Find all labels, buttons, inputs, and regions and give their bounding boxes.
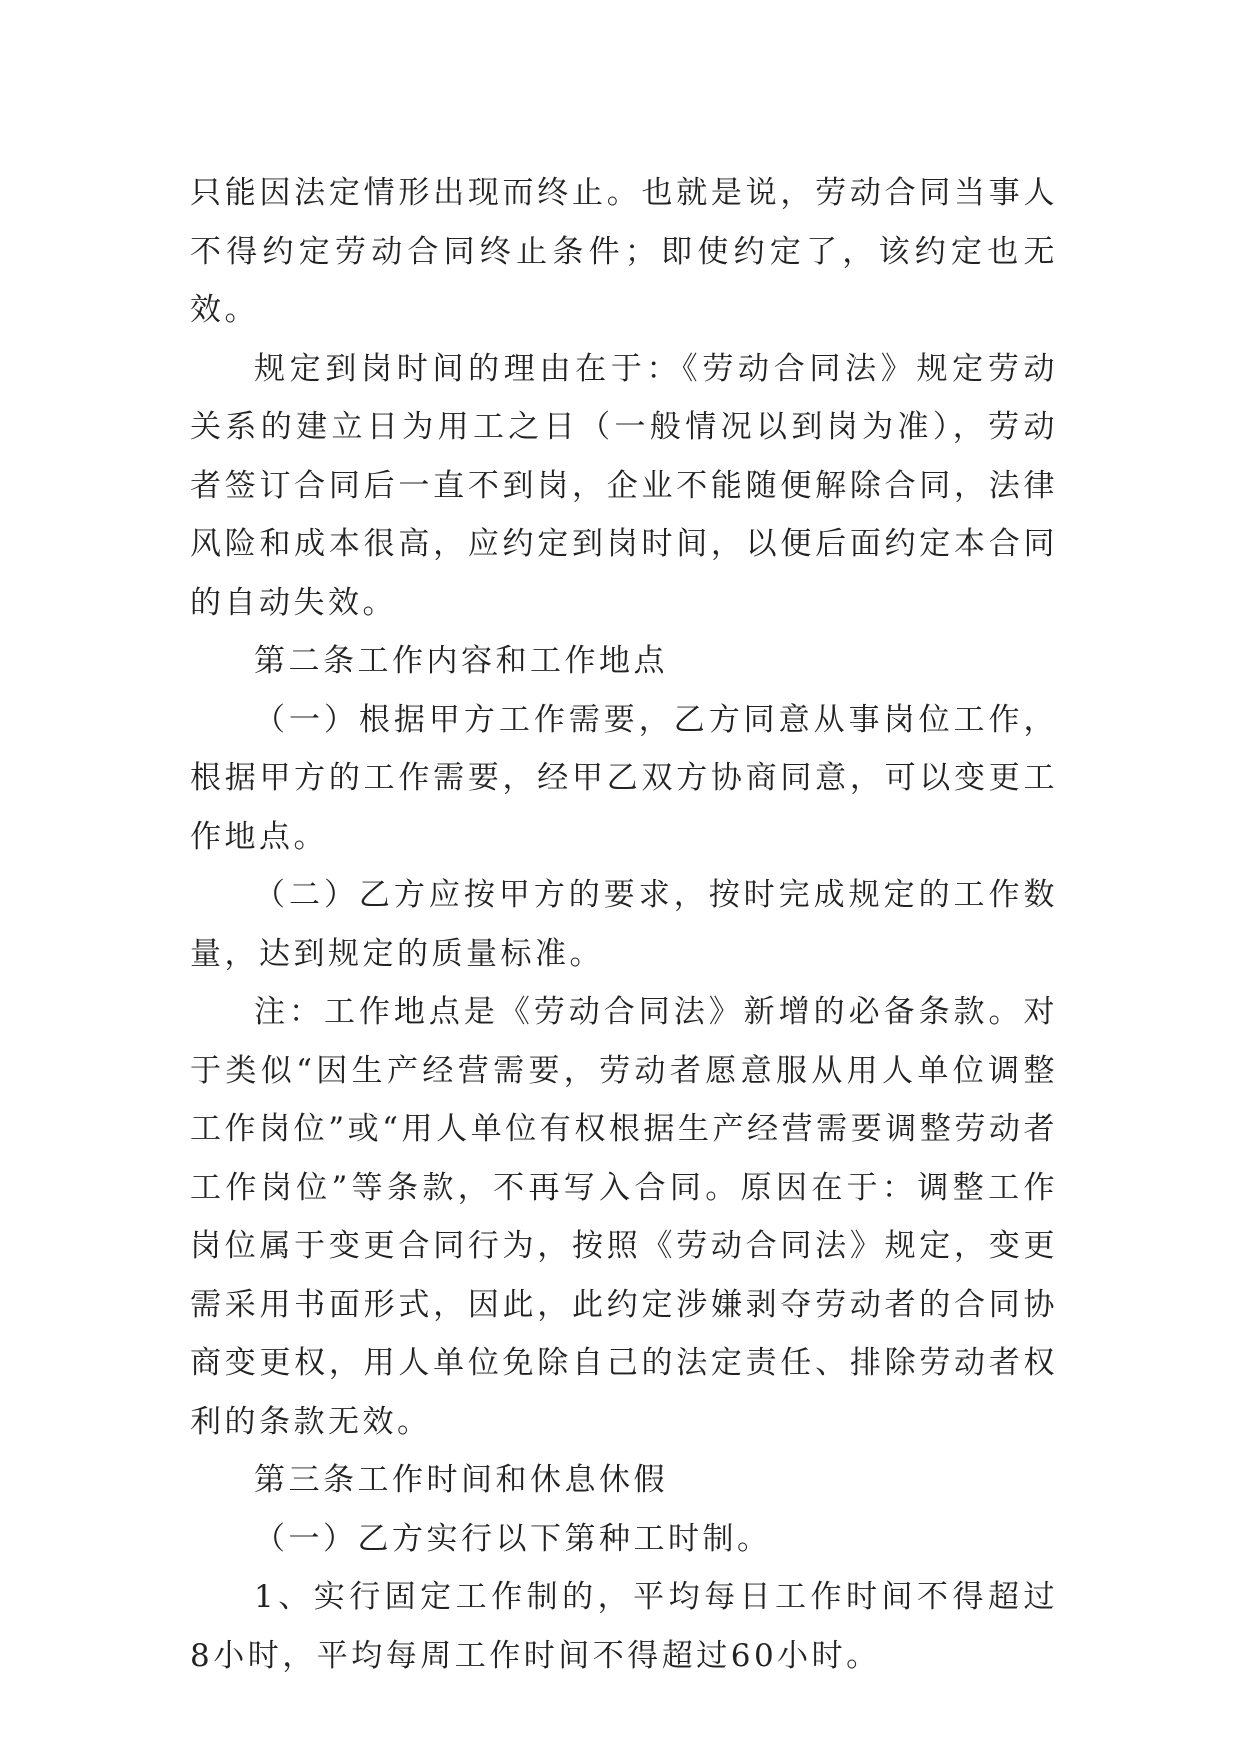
article-2-item-1: （一）根据甲方工作需要，乙方同意从事岗位工作，根据甲方的工作需要，经甲乙双方协商同意，可以变更工作地点。 [190,701,1058,855]
article-3-heading: 第三条工作时间和休息休假 [254,1462,668,1498]
article-2-heading: 第二条工作内容和工作地点 [254,643,668,679]
paragraph-arrival-time-reason: 规定到岗时间的理由在于：《劳动合同法》规定劳动关系的建立日为用工之日（一般情况以到岗为准），劳动者签订合同后一直不到岗，企业不能随便解除合同，法律风险和成本很高，应约定到岗时间，以便后面约定本合同的自动失效。 [190,350,1058,621]
document-body [190,164,1058,1685]
paragraph-termination-clause: 只能因法定情形出现而终止。也就是说，劳动合同当事人不得约定劳动合同终止条件；即使约定了，该约定也无效。 [190,175,1058,328]
article-3-item-1: （一）乙方实行以下第种工时制。 [254,1520,772,1557]
article-2-note: 注：工作地点是《劳动合同法》新增的必备条款。对于类似“因生产经营需要，劳动者愿意服从用人单位调整工作岗位”或“用人单位有权根据生产经营需要调整劳动者工作岗位”等条款，不再写入合同。原因在于：调整工作岗位属于变更合同行为，按照《劳动合同法》规定，变更需采用书面形式，因此，此约定涉嫌剥夺劳动者的合同协商变更权，用人单位免除自己的法定责任、排除劳动者权利的条款无效。 [190,994,1058,1440]
article-2-item-2: （二）乙方应按甲方的要求，按时完成规定的工作数量，达到规定的质量标准。 [190,877,1058,972]
article-3-subitem-1: 1、实行固定工作制的，平均每日工作时间不得超过8小时，平均每周工作时间不得超过60小时。 [190,1579,1058,1674]
